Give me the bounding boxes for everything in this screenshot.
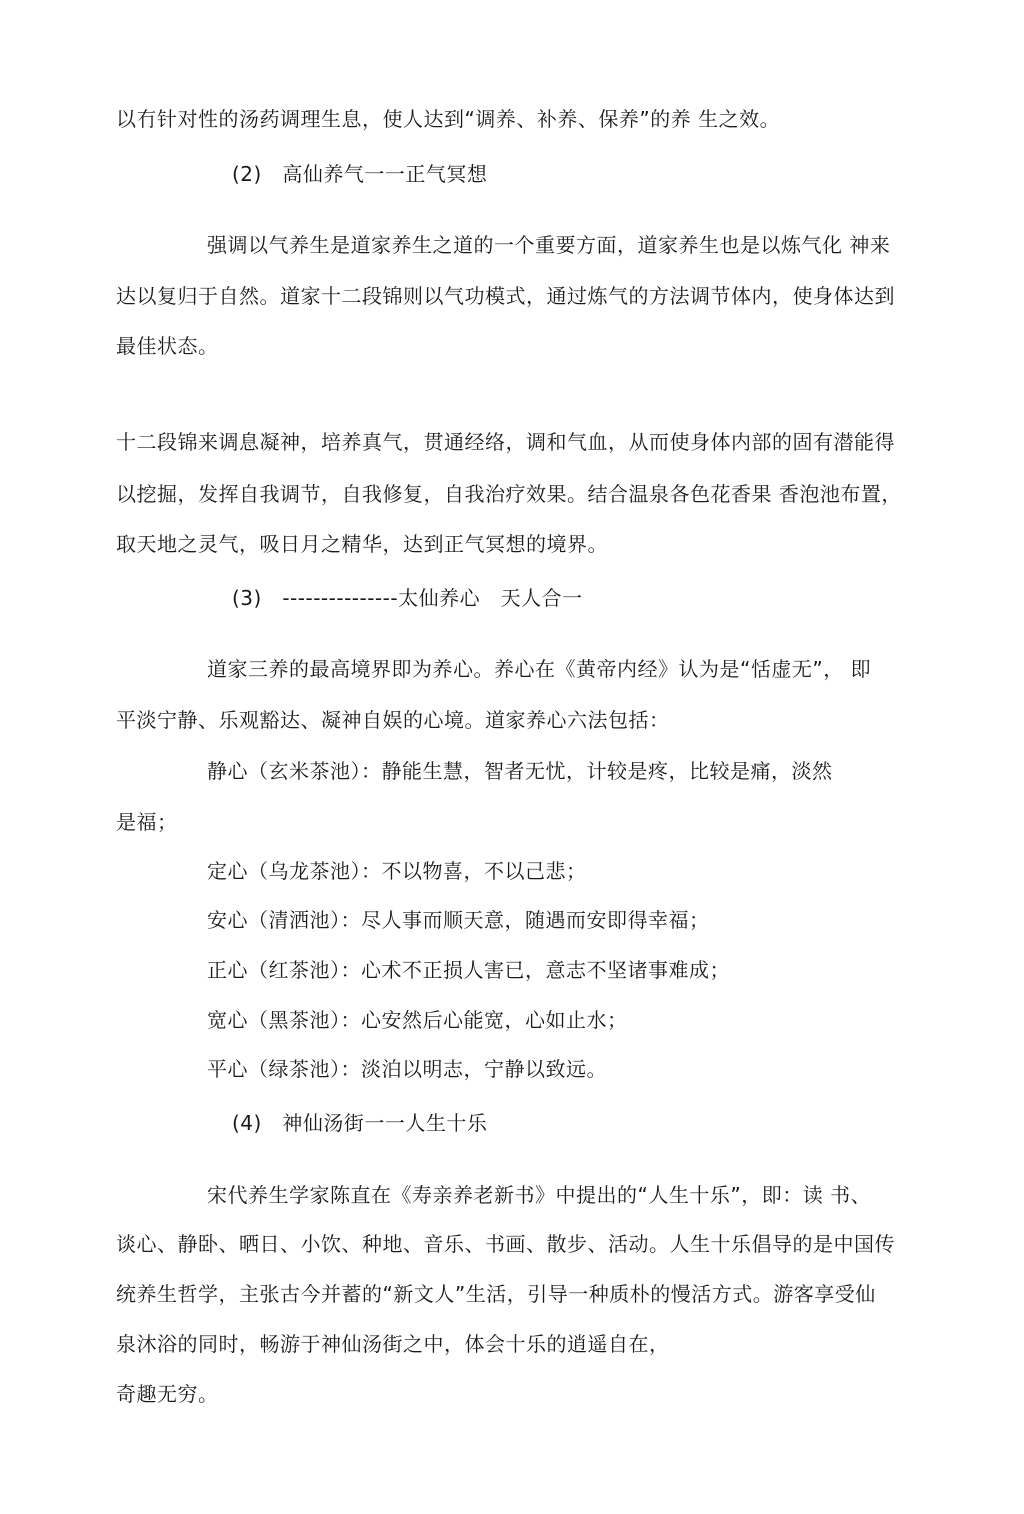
text-line: 以挖掘，发挥自我调节，自我修复，自我治疗效果。结合温泉各色花香果 香泡池布置， — [116, 482, 902, 506]
text-line: 强调以气养生是道家养生之道的一个重要方面，道家养生也是以炼气化 神来 — [207, 233, 891, 257]
text-line: 达以复归于自然。道家十二段锦则以气功模式，通过炼气的方法调节体内，使身体达到 — [116, 284, 895, 308]
text-line: 取天地之灵气，吸日月之精华，达到正气冥想的境界。 — [116, 532, 608, 556]
text-line: 定心（乌龙茶池）：不以物喜，不以己悲； — [207, 859, 587, 883]
text-line: 宽心（黑茶池）：心安然后心能宽，心如止水； — [207, 1008, 628, 1032]
text-line: 最佳状态。 — [116, 334, 219, 358]
text-line: 泉沐浴的同时，畅游于神仙汤街之中，体会十乐的逍遥自在， — [116, 1332, 670, 1356]
text-line: 正心（红茶池）：心术不正损人害已，意志不坚诸事难成； — [207, 958, 730, 982]
text-line: 是福； — [116, 810, 178, 834]
text-line: 宋代养生学家陈直在《寿亲养老新书》中提出的“人生十乐”，即：读 书、 — [207, 1183, 872, 1207]
text-line: 平淡宁静、乐观豁达、凝神自娱的心境。道家养心六法包括： — [116, 708, 670, 732]
text-line: 安心（清洒池）：尽人事而顺天意，随遇而安即得幸福； — [207, 908, 710, 932]
text-line: 谈心、静卧、晒日、小饮、种地、音乐、书画、散步、活动。人生十乐倡导的是中国传 — [116, 1232, 895, 1256]
text-line: 十二段锦来调息凝神，培养真气，贯通经络，调和气血，从而使身体内部的固有潜能得 — [116, 430, 895, 454]
text-line: 奇趣无穷。 — [116, 1382, 219, 1406]
section-heading: (3) ---------------太仙养心 天人合一 — [232, 586, 583, 610]
section-heading: (4) 神仙汤街一一人生十乐 — [232, 1111, 488, 1135]
text-line: 平心（绿茶池）：淡泊以明志，宁静以致远。 — [207, 1057, 607, 1081]
text-line: 道家三养的最高境界即为养心。养心在《黄帝内经》认为是“恬虚无”， 即 — [207, 657, 872, 681]
text-line: 以冇针对性的汤药调理生息，使人达到“调养、补养、保养”的养 生之效。 — [116, 107, 781, 131]
text-line: 统养生哲学，主张古今并蓄的“新文人”生活，引导一种质朴的慢活方式。游客享受仙 — [116, 1282, 876, 1306]
section-heading: (2) 高仙养气一一正气冥想 — [232, 162, 488, 186]
text-line: 静心（玄米茶池）：静能生慧，智者无忧，计较是疼，比较是痛，淡然 — [207, 759, 833, 783]
